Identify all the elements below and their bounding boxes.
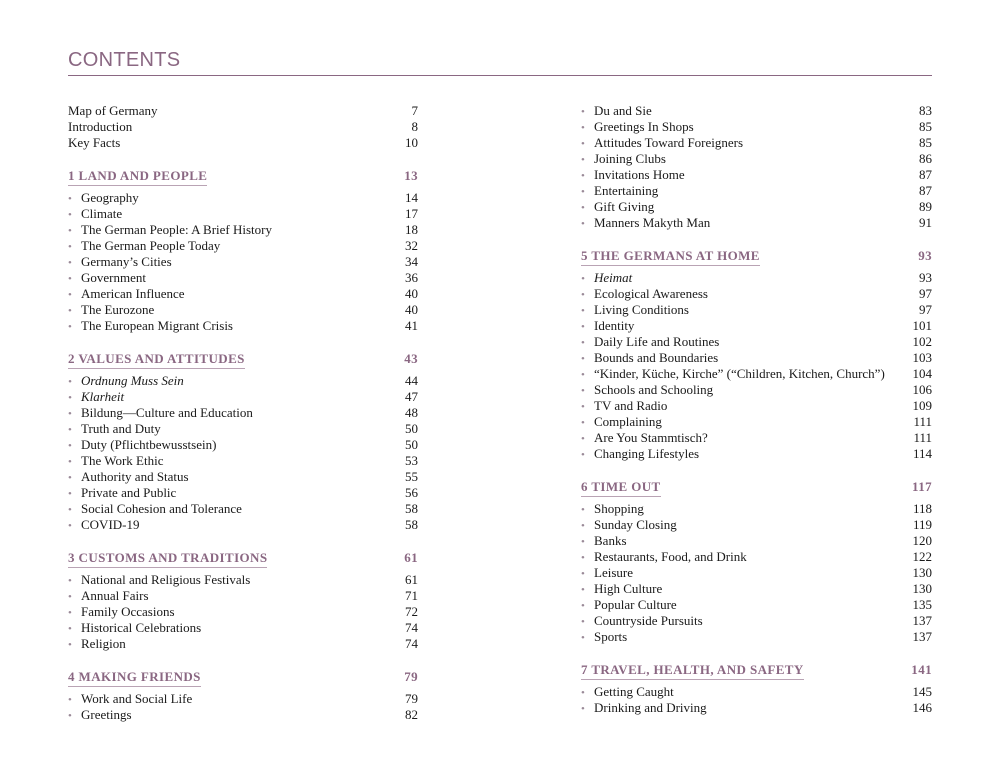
entry-page: 103 — [912, 350, 932, 365]
entry-label: • Klarheit — [68, 389, 124, 406]
toc-entry[interactable] — [581, 382, 932, 398]
toc-entry[interactable] — [581, 167, 932, 183]
chapter-page: 141 — [911, 662, 932, 677]
entry-label: • Countryside Pursuits — [581, 613, 703, 630]
entry-page: 145 — [912, 684, 932, 699]
toc-entry[interactable] — [68, 190, 418, 206]
chapter-heading[interactable] — [581, 478, 932, 497]
toc-entry[interactable] — [68, 604, 418, 620]
toc-entry[interactable] — [581, 517, 932, 533]
entry-label: • Social Cohesion and Tolerance — [68, 501, 242, 518]
entry-page: 91 — [919, 215, 932, 230]
toc-entry[interactable] — [581, 302, 932, 318]
entry-page: 137 — [912, 629, 932, 644]
entry-label: • Duty (Pflichtbewusstsein) — [68, 437, 216, 454]
toc-column-right — [581, 103, 932, 716]
entry-label: • The European Migrant Crisis — [68, 318, 233, 335]
toc-entry[interactable] — [68, 588, 418, 604]
entry-label: • Restaurants, Food, and Drink — [581, 549, 747, 566]
entry-page: 86 — [919, 151, 932, 166]
entry-label: • Authority and Status — [68, 469, 189, 486]
entry-page: 58 — [405, 517, 418, 532]
entry-label: • Popular Culture — [581, 597, 677, 614]
toc-entry[interactable] — [68, 517, 418, 533]
entry-page: 146 — [912, 700, 932, 715]
toc-entry[interactable] — [581, 533, 932, 549]
entry-label: • Daily Life and Routines — [581, 334, 719, 351]
entry-page: 104 — [912, 366, 932, 381]
toc-entry[interactable] — [68, 691, 418, 707]
entry-label: • TV and Radio — [581, 398, 667, 415]
chapter-heading[interactable] — [581, 661, 932, 680]
entry-page: 61 — [405, 572, 418, 587]
chapter-page: 79 — [404, 669, 418, 684]
chapter-title: 5 THE GERMANS AT HOME — [581, 247, 760, 266]
toc-entry[interactable] — [68, 206, 418, 222]
toc-entry[interactable] — [68, 373, 418, 389]
toc-entry[interactable] — [68, 453, 418, 469]
entry-label: • Attitudes Toward Foreigners — [581, 135, 743, 152]
entry-label: • Schools and Schooling — [581, 382, 713, 399]
entry-label: • Annual Fairs — [68, 588, 149, 605]
entry-page: 135 — [912, 597, 932, 612]
entry-label: • Sunday Closing — [581, 517, 677, 534]
entry-label: • Joining Clubs — [581, 151, 666, 168]
entry-page: 50 — [405, 421, 418, 436]
entry-label: • Sports — [581, 629, 627, 646]
entry-page: 119 — [912, 517, 932, 532]
toc-entry[interactable] — [68, 302, 418, 318]
entry-label: • Gift Giving — [581, 199, 654, 216]
toc-entry[interactable] — [68, 318, 418, 334]
entry-label: • Government — [68, 270, 146, 287]
entry-page: 34 — [405, 254, 418, 269]
toc-entry[interactable] — [581, 366, 932, 382]
entry-label: • Family Occasions — [68, 604, 175, 621]
toc-entry[interactable] — [581, 103, 932, 119]
toc-entry[interactable] — [581, 199, 932, 215]
entry-page: 85 — [919, 135, 932, 150]
entry-page: 18 — [405, 222, 418, 237]
entry-page: 72 — [405, 604, 418, 619]
entry-page: 74 — [405, 636, 418, 651]
toc-entry[interactable] — [68, 135, 418, 151]
entry-page: 109 — [912, 398, 932, 413]
entry-page: 97 — [919, 286, 932, 301]
toc-entry[interactable] — [68, 485, 418, 501]
toc-entry[interactable] — [581, 334, 932, 350]
toc-entry[interactable] — [581, 501, 932, 517]
entry-page: 120 — [912, 533, 932, 548]
entry-page: 53 — [405, 453, 418, 468]
entry-page: 71 — [405, 588, 418, 603]
entry-page: 50 — [405, 437, 418, 452]
entry-label: • National and Religious Festivals — [68, 572, 250, 589]
toc-entry[interactable] — [68, 389, 418, 405]
entry-page: 8 — [411, 119, 418, 134]
entry-label: • Heimat — [581, 270, 632, 287]
entry-label: • The Eurozone — [68, 302, 154, 319]
entry-page: 58 — [405, 501, 418, 516]
entry-label: Key Facts — [68, 135, 121, 150]
toc-entry[interactable] — [581, 629, 932, 645]
entry-label: • Banks — [581, 533, 627, 550]
chapter-heading[interactable] — [68, 668, 418, 687]
entry-page: 82 — [405, 707, 418, 722]
entry-page: 111 — [913, 430, 932, 445]
entry-label: • The German People Today — [68, 238, 220, 255]
chapter-title: 4 MAKING FRIENDS — [68, 668, 201, 687]
chapter-heading[interactable] — [68, 350, 418, 369]
toc-entry[interactable] — [581, 430, 932, 446]
chapter-title: 2 VALUES AND ATTITUDES — [68, 350, 245, 369]
toc-entry[interactable] — [68, 636, 418, 652]
chapter-title: 6 TIME OUT — [581, 478, 661, 497]
toc-column-left — [68, 103, 418, 723]
entry-page: 56 — [405, 485, 418, 500]
entry-label: Introduction — [68, 119, 133, 134]
chapter-title: 7 TRAVEL, HEALTH, AND SAFETY — [581, 661, 804, 680]
toc-entry[interactable] — [581, 119, 932, 135]
entry-page: 32 — [405, 238, 418, 253]
entry-label: • Bounds and Boundaries — [581, 350, 718, 367]
toc-entry[interactable] — [68, 103, 418, 119]
entry-page: 93 — [919, 270, 932, 285]
entry-page: 87 — [919, 183, 932, 198]
entry-label: • Are You Stammtisch? — [581, 430, 708, 447]
entry-label: • Ordnung Muss Sein — [68, 373, 184, 390]
entry-label: • Truth and Duty — [68, 421, 161, 438]
entry-page: 137 — [912, 613, 932, 628]
entry-label: • Identity — [581, 318, 634, 335]
entry-label: Map of Germany — [68, 103, 158, 118]
entry-page: 40 — [405, 302, 418, 317]
entry-page: 130 — [912, 581, 932, 596]
entry-page: 122 — [912, 549, 932, 564]
entry-label: • Private and Public — [68, 485, 176, 502]
entry-page: 55 — [405, 469, 418, 484]
entry-label: • Historical Celebrations — [68, 620, 201, 637]
entry-label: • Greetings In Shops — [581, 119, 694, 136]
toc-entry[interactable] — [68, 254, 418, 270]
toc-entry[interactable] — [68, 119, 418, 135]
toc-entry[interactable] — [581, 549, 932, 565]
entry-page: 17 — [405, 206, 418, 221]
toc-entry[interactable] — [68, 421, 418, 437]
entry-page: 97 — [919, 302, 932, 317]
entry-label: • High Culture — [581, 581, 662, 598]
entry-page: 47 — [405, 389, 418, 404]
entry-label: • Work and Social Life — [68, 691, 192, 708]
entry-page: 111 — [913, 414, 932, 429]
chapter-title: 3 CUSTOMS AND TRADITIONS — [68, 549, 267, 568]
chapter-heading[interactable] — [68, 167, 418, 186]
chapter-page: 117 — [912, 479, 932, 494]
toc-entry[interactable] — [581, 350, 932, 366]
chapter-page: 13 — [404, 168, 418, 183]
toc-entry[interactable] — [68, 222, 418, 238]
entry-page: 48 — [405, 405, 418, 420]
entry-label: • Germany’s Cities — [68, 254, 172, 271]
entry-label: • Religion — [68, 636, 126, 653]
entry-label: • Bildung—Culture and Education — [68, 405, 253, 422]
entry-label: • Du and Sie — [581, 103, 652, 120]
toc-entry[interactable] — [581, 135, 932, 151]
entry-page: 44 — [405, 373, 418, 388]
entry-label: • Shopping — [581, 501, 644, 518]
toc-entry[interactable] — [581, 597, 932, 613]
entry-label: • Manners Makyth Man — [581, 215, 710, 232]
entry-page: 40 — [405, 286, 418, 301]
chapter-page: 93 — [918, 248, 932, 263]
chapter-page: 43 — [404, 351, 418, 366]
entry-label: • Geography — [68, 190, 139, 207]
toc-entry[interactable] — [581, 684, 932, 700]
entry-page: 101 — [912, 318, 932, 333]
toc-entry[interactable] — [68, 437, 418, 453]
toc-entry[interactable] — [581, 581, 932, 597]
entry-page: 130 — [912, 565, 932, 580]
entry-label: • Invitations Home — [581, 167, 685, 184]
toc-entry[interactable] — [581, 446, 932, 462]
entry-label: • Entertaining — [581, 183, 658, 200]
toc-entry[interactable] — [581, 565, 932, 581]
entry-label: • The German People: A Brief History — [68, 222, 272, 239]
entry-label: • Leisure — [581, 565, 633, 582]
entry-page: 10 — [405, 135, 418, 150]
entry-label: • Complaining — [581, 414, 662, 431]
entry-label: • Ecological Awareness — [581, 286, 708, 303]
entry-label: • Changing Lifestyles — [581, 446, 699, 463]
toc-entry[interactable] — [581, 613, 932, 629]
entry-page: 118 — [912, 501, 932, 516]
entry-page: 85 — [919, 119, 932, 134]
entry-page: 83 — [919, 103, 932, 118]
toc-entry[interactable] — [581, 270, 932, 286]
chapter-title: 1 LAND AND PEOPLE — [68, 167, 207, 186]
toc-entry[interactable] — [581, 318, 932, 334]
toc-entry[interactable] — [68, 469, 418, 485]
entry-label: • Greetings — [68, 707, 132, 724]
toc-entry[interactable] — [581, 700, 932, 716]
toc-entry[interactable] — [581, 414, 932, 430]
entry-page: 7 — [411, 103, 418, 118]
title-divider — [68, 75, 932, 76]
toc-entry[interactable] — [68, 405, 418, 421]
entry-page: 87 — [919, 167, 932, 182]
toc-entry[interactable] — [68, 707, 418, 723]
entry-label: • The Work Ethic — [68, 453, 163, 470]
entry-label: • American Influence — [68, 286, 185, 303]
entry-label: • Drinking and Driving — [581, 700, 707, 717]
toc-entry[interactable] — [68, 286, 418, 302]
entry-page: 89 — [919, 199, 932, 214]
entry-page: 14 — [405, 190, 418, 205]
toc-entry[interactable] — [68, 238, 418, 254]
toc-entry[interactable] — [68, 501, 418, 517]
chapter-page: 61 — [404, 550, 418, 565]
toc-entry[interactable] — [581, 398, 932, 414]
chapter-heading[interactable] — [581, 247, 932, 266]
toc-entry[interactable] — [68, 620, 418, 636]
toc-entry[interactable] — [581, 215, 932, 231]
entry-page: 79 — [405, 691, 418, 706]
toc-entry[interactable] — [581, 286, 932, 302]
toc-entry[interactable] — [581, 183, 932, 199]
entry-label: • “Kinder, Küche, Kirche” (“Children, Kitchen, Church”) — [581, 366, 885, 383]
page-title: CONTENTS — [68, 49, 181, 71]
toc-entry[interactable] — [68, 270, 418, 286]
toc-entry[interactable] — [581, 151, 932, 167]
entry-label: • COVID-19 — [68, 517, 140, 534]
entry-page: 41 — [405, 318, 418, 333]
entry-label: • Living Conditions — [581, 302, 689, 319]
entry-page: 106 — [912, 382, 932, 397]
entry-label: • Climate — [68, 206, 122, 223]
entry-page: 102 — [912, 334, 932, 349]
entry-label: • Getting Caught — [581, 684, 674, 701]
chapter-heading[interactable] — [68, 549, 418, 568]
entry-page: 114 — [912, 446, 932, 461]
entry-page: 36 — [405, 270, 418, 285]
entry-page: 74 — [405, 620, 418, 635]
toc-entry[interactable] — [68, 572, 418, 588]
